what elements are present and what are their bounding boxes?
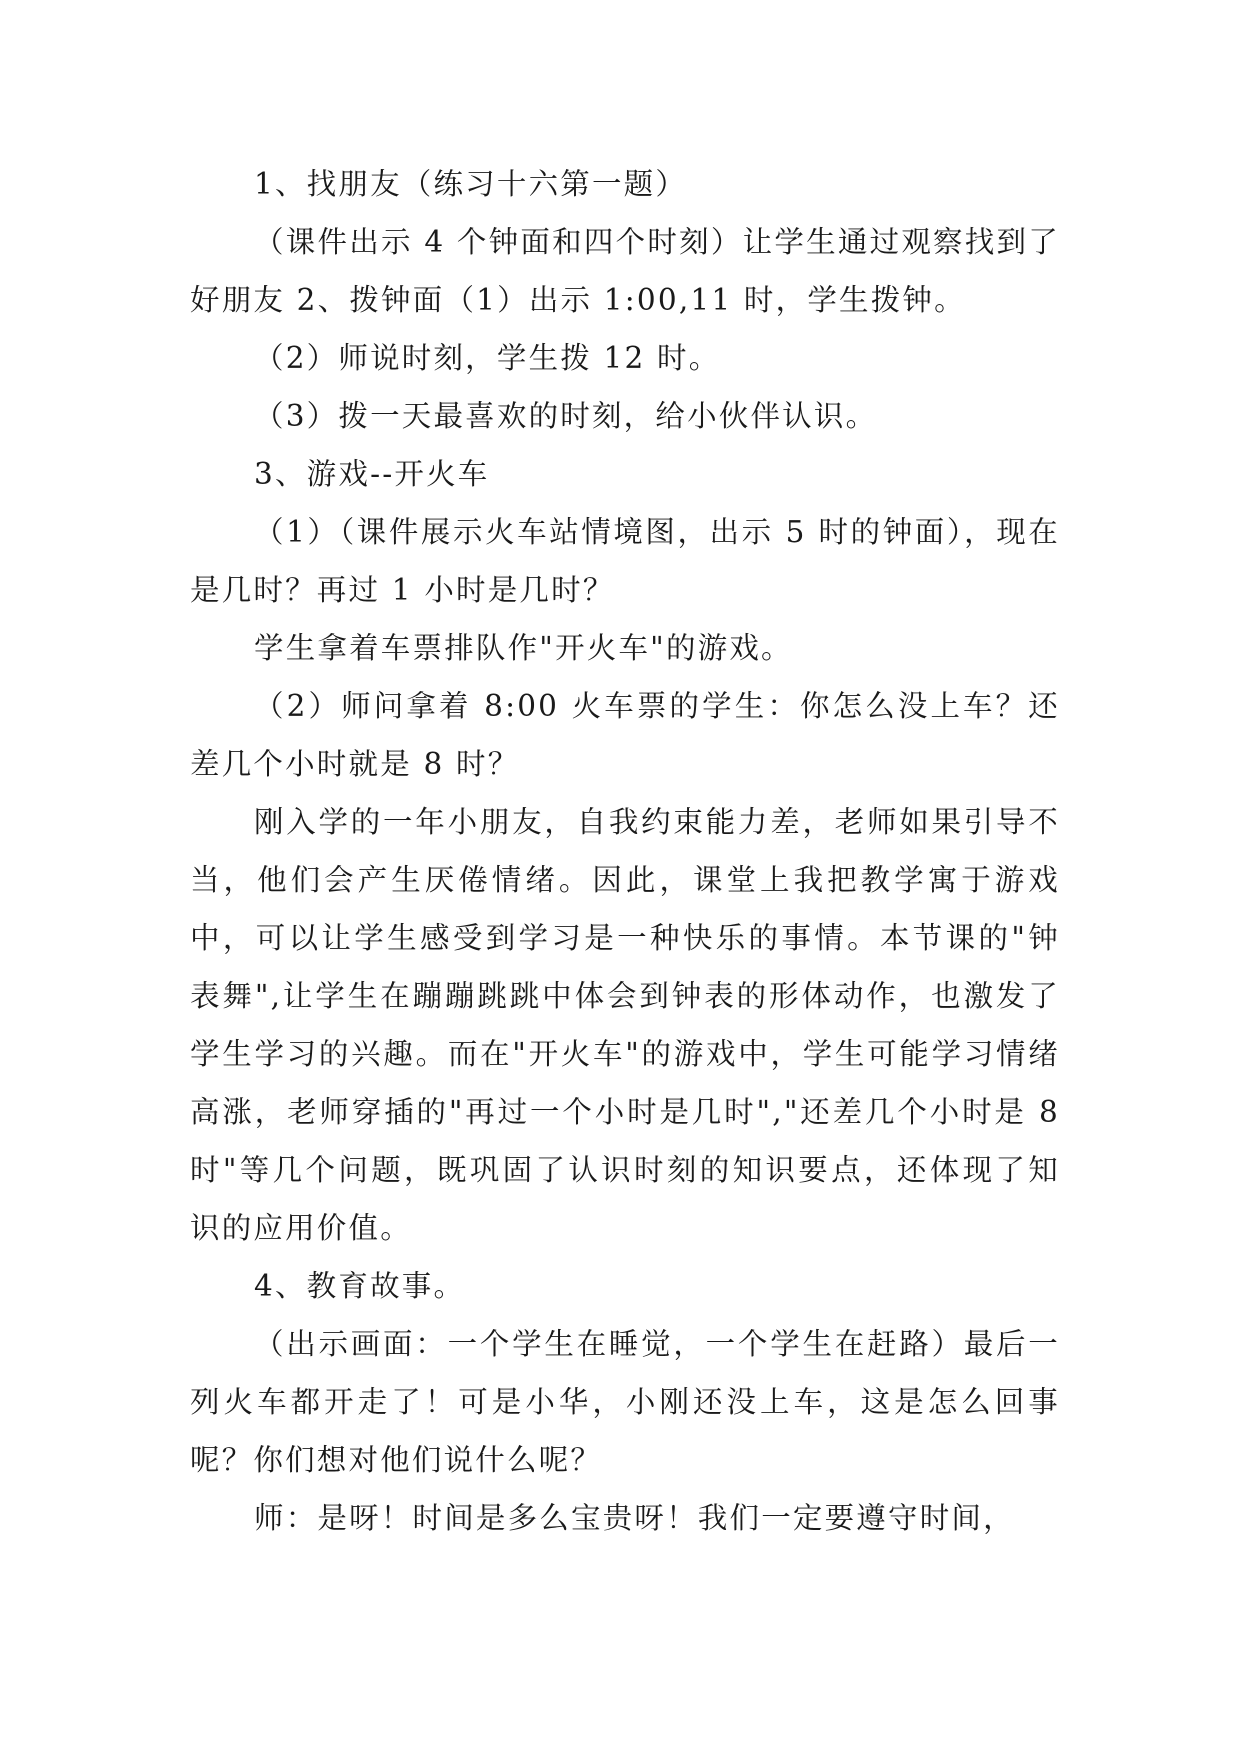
document-body (190, 155, 1060, 1547)
paragraph-7-students-queue: 学生拿着车票排队作"开火车"的游戏。 (254, 631, 793, 665)
paragraph-8-teacher-asks: （2）师问拿着 8:00 火车票的学生：你怎么没上车？还差几个小时就是 8 时？ (190, 689, 1060, 781)
paragraph-10-education-story: 4、教育故事。 (254, 1269, 466, 1303)
paragraph-4-favorite-time: （3）拨一天最喜欢的时刻，给小伙伴认识。 (254, 399, 878, 433)
paragraph-5-train-game: 3、游戏--开火车 (254, 457, 490, 491)
paragraph-12-teacher-conclusion: 师：是呀！时间是多么宝贵呀！我们一定要遵守时间， (254, 1501, 1015, 1535)
paragraph-3-teacher-says-time: （2）师说时刻，学生拨 12 时。 (254, 341, 721, 375)
paragraph-11-picture-scene: （出示画面：一个学生在睡觉，一个学生在赶路）最后一列火车都开走了！可是小华，小刚还没上车，这是怎么回事呢？你们想对他们说什么呢？ (190, 1327, 1060, 1477)
paragraph-2-clock-faces: （课件出示 4 个钟面和四个时刻）让学生通过观察找到了好朋友 2、拨钟面（1）出示 1:00,11 时，学生拨钟。 (190, 225, 1060, 317)
paragraph-9-reflection: 刚入学的一年小朋友，自我约束能力差，老师如果引导不当，他们会产生厌倦情绪。因此，课堂上我把教学寓于游戏中，可以让学生感受到学习是一种快乐的事情。本节课的"钟表舞",让学生在蹦蹦跳跳中体会到钟表的形体动作，也激发了学生学习的兴趣。而在"开火车"的游戏中，学生可能学习情绪高涨，老师穿插的"再过一个小时是几时","还差几个小时是 8 时"等几个问题，既巩固了认识时刻的知识要点，还体现了知识的应用价值。 (190, 805, 1060, 1245)
paragraph-6-station-scene: （1）（课件展示火车站情境图，出示 5 时的钟面），现在是几时？再过 1 小时是几时？ (190, 515, 1060, 607)
paragraph-1-find-friends: 1、找朋友（练习十六第一题） (254, 167, 688, 201)
